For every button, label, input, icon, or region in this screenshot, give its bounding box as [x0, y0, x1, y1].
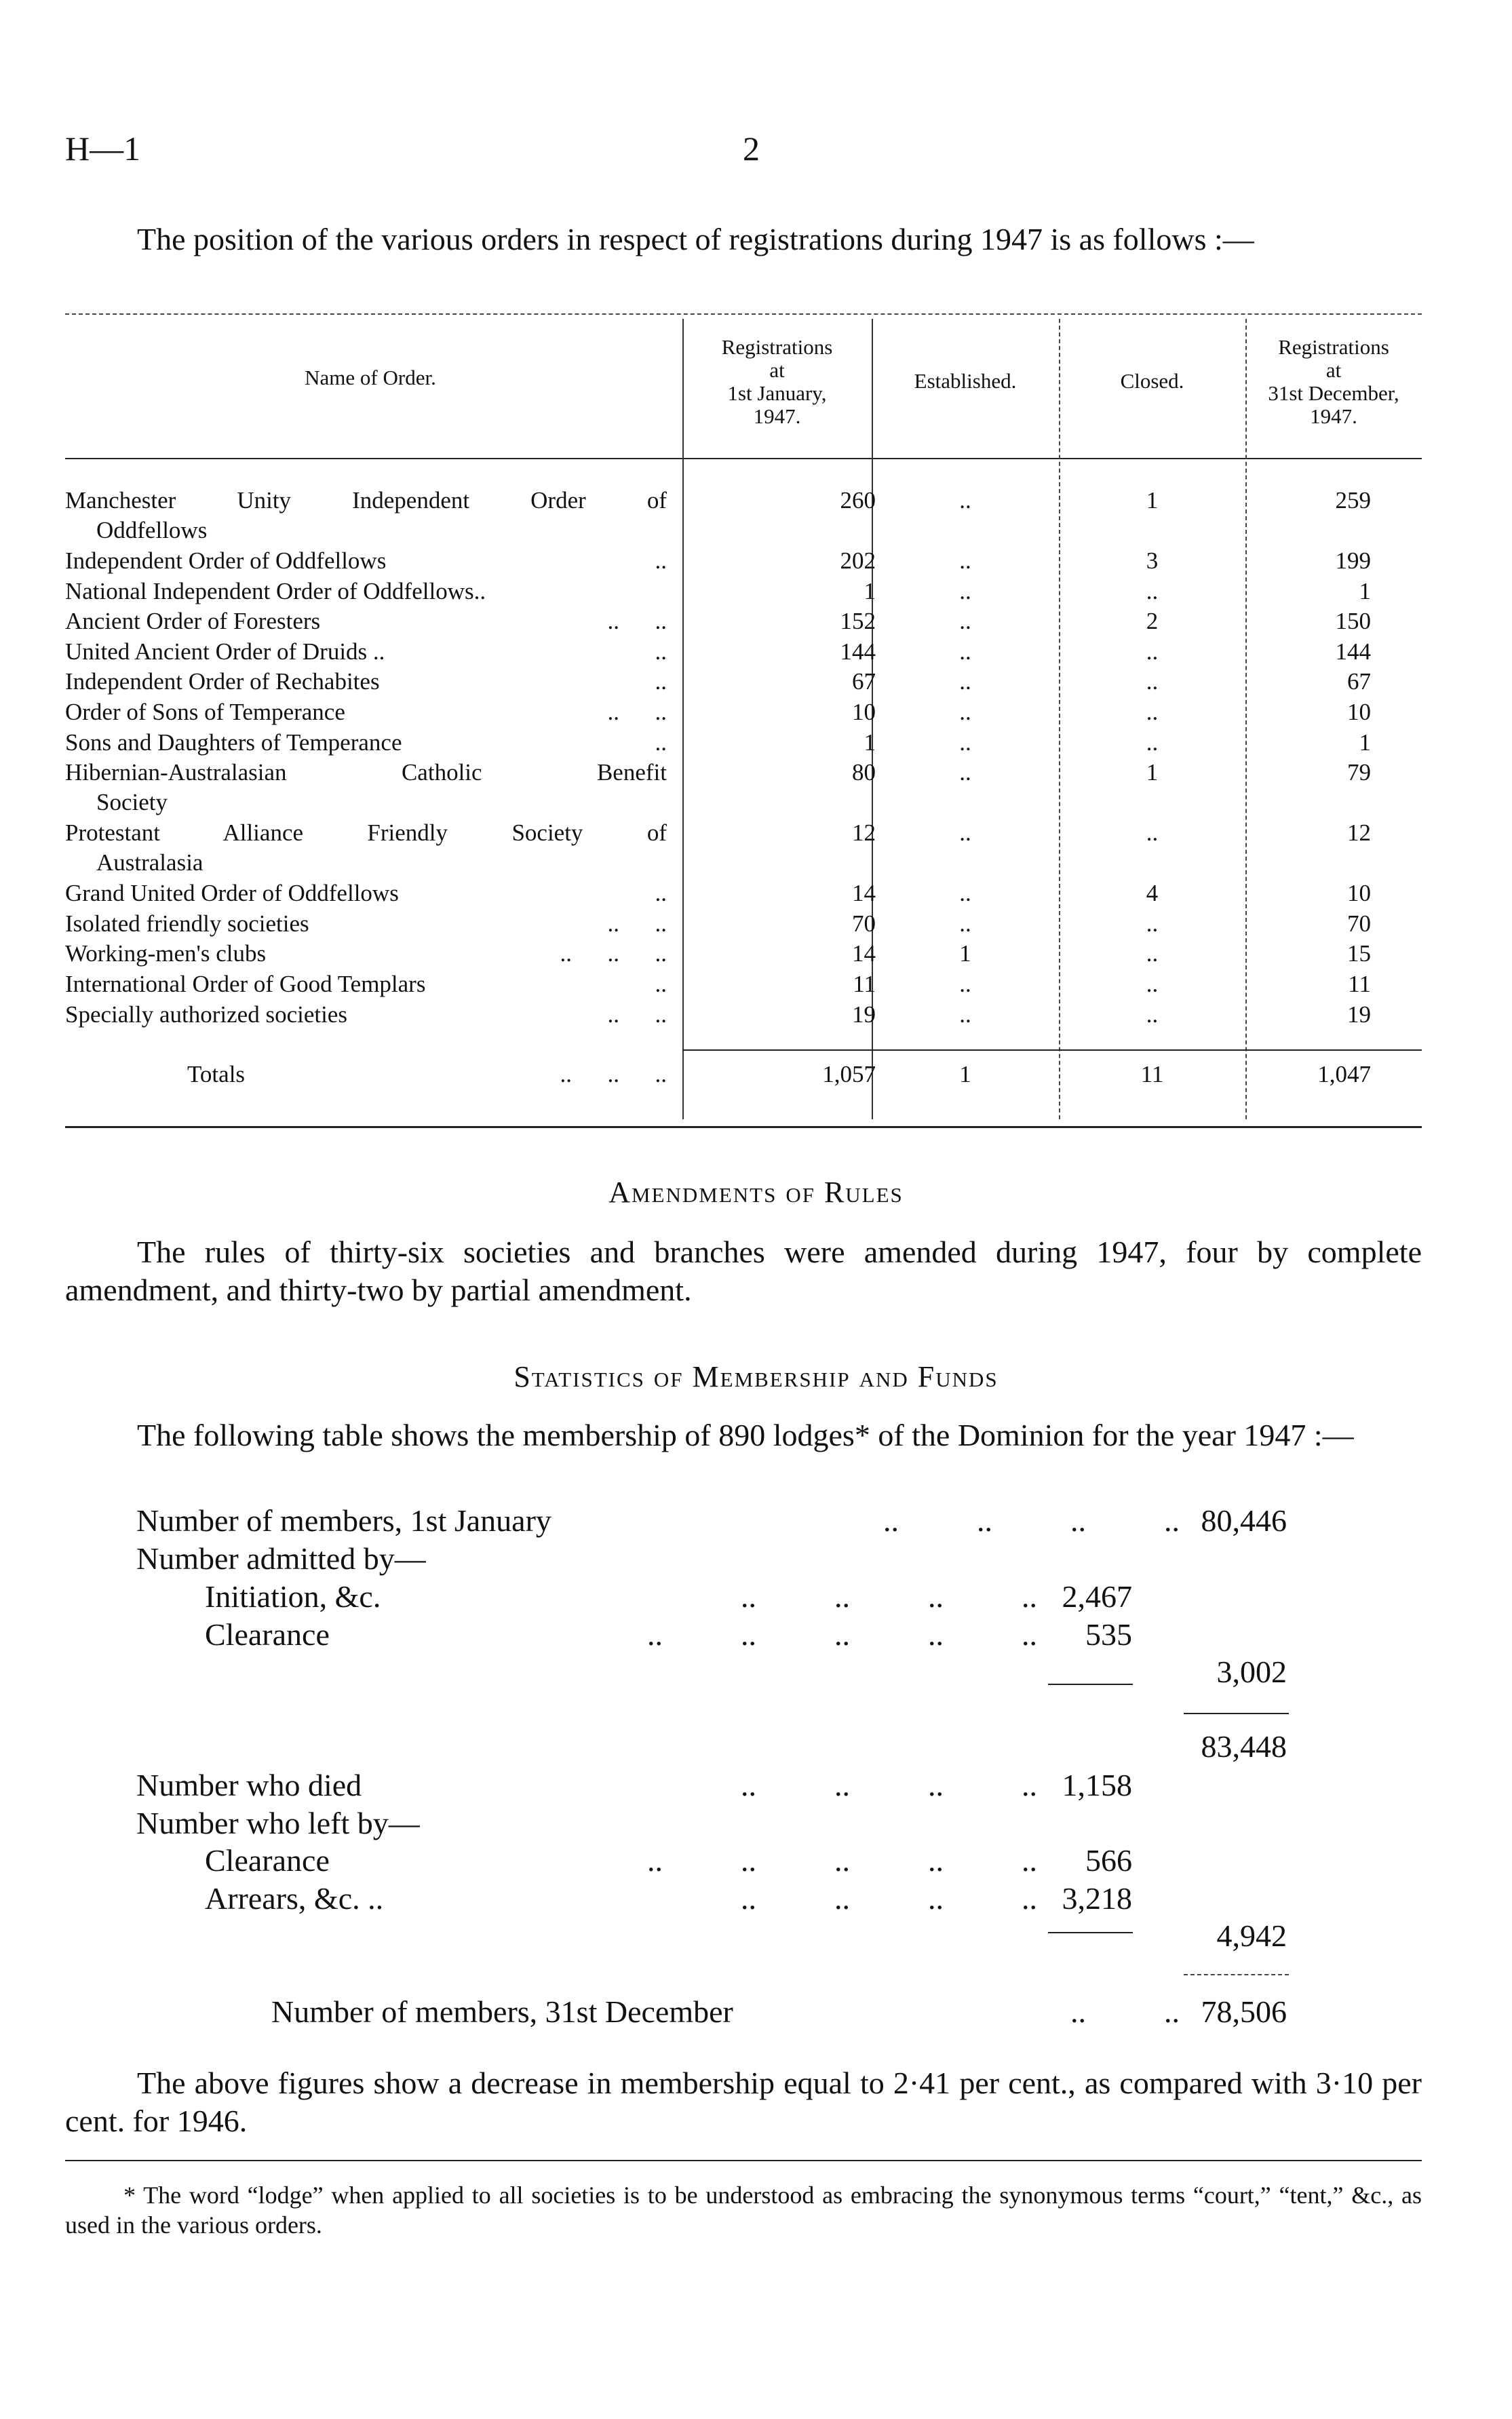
order-name: Grand United Order of Oddfellows — [65, 880, 399, 907]
leader-dots: .. .. — [607, 1001, 667, 1028]
col-header-line: 1st January, — [727, 381, 827, 405]
table-row — [65, 606, 1422, 636]
table-row — [65, 939, 1422, 969]
registrations-jan: 10 — [852, 699, 876, 725]
leader-dots: .. — [655, 638, 667, 665]
established: .. — [959, 608, 971, 635]
order-name: Order of Sons of Temperance — [65, 699, 345, 725]
registrations-dec: 79 — [1347, 759, 1371, 786]
order-name-cell — [65, 1000, 667, 1030]
table-row — [65, 878, 1422, 908]
leader-dots: .. — [655, 547, 667, 574]
amendments-heading: Amendments of Rules — [608, 1176, 904, 1209]
leader-dots: .. .. — [607, 608, 667, 635]
table-row — [65, 909, 1422, 939]
order-name: Working-men's clubs — [65, 940, 267, 967]
registrations-dec: 11 — [1348, 971, 1371, 997]
table-header-rule — [65, 458, 1422, 459]
page-number: 2 — [743, 130, 760, 168]
col-header-established: Established. — [914, 369, 1017, 393]
registrations-jan: 152 — [840, 608, 876, 635]
order-name-cell — [65, 486, 667, 545]
registrations-dec: 15 — [1347, 940, 1371, 967]
table-row — [65, 969, 1422, 999]
totals-rule — [682, 1049, 1422, 1051]
table-row — [65, 577, 1422, 606]
established: .. — [959, 487, 971, 514]
established: .. — [959, 729, 971, 756]
registrations-jan: 12 — [852, 819, 876, 847]
membership-item-value: 1,158 — [1062, 1768, 1132, 1802]
footnote: * The word “lodge” when applied to all societies is to be understood as embracing the synonymous terms “court,” “tent,” &c., as used in the various orders. — [65, 2182, 1422, 2239]
statistics-heading: Statistics of Membership and Funds — [513, 1360, 999, 1393]
order-name: United Ancient Order of Druids .. — [65, 638, 385, 665]
order-name-cell — [65, 878, 667, 908]
leader-dots: .. .. .. .. — [741, 1579, 1037, 1614]
closed: .. — [1146, 971, 1159, 997]
col-header-line: at — [1325, 358, 1342, 382]
closed: .. — [1146, 729, 1159, 756]
order-name-cell — [65, 818, 667, 878]
order-name: Independent Order of Oddfellows — [65, 547, 387, 574]
membership-total-value: 78,506 — [1201, 1994, 1287, 2029]
col-header-line: at — [769, 358, 785, 382]
table-row — [65, 758, 1422, 816]
leader-dots: .. .. .. .. — [741, 1768, 1037, 1802]
established: .. — [959, 819, 971, 847]
closed: 2 — [1146, 608, 1159, 635]
footnote-rule — [65, 2160, 1422, 2161]
membership-item-value: 535 — [1085, 1617, 1132, 1652]
established: .. — [959, 668, 971, 695]
closed: .. — [1146, 699, 1159, 725]
registrations-jan: 19 — [852, 1001, 876, 1028]
registrations-dec: 10 — [1347, 880, 1371, 907]
table-row — [65, 697, 1422, 727]
registrations-dec: 70 — [1347, 910, 1371, 937]
leader-dots: .. .. — [607, 910, 667, 937]
established: .. — [959, 971, 971, 997]
established: .. — [959, 910, 971, 937]
col-header-dec — [1245, 336, 1422, 428]
subtotal-rule — [1184, 1974, 1289, 1975]
leader-dots: .. — [655, 880, 667, 907]
table-top-rule — [65, 313, 1422, 315]
registrations-jan: 202 — [840, 547, 876, 574]
leader-dots: .. — [655, 668, 667, 695]
col-header-closed: Closed. — [1120, 369, 1184, 393]
leader-dots: .. .. .. .. .. — [647, 1843, 1037, 1878]
order-name-cell — [65, 758, 667, 817]
membership-label: Clearance — [205, 1617, 330, 1652]
closed: .. — [1146, 819, 1159, 847]
established: 1 — [959, 940, 971, 967]
col-header-name: Name of Order. — [305, 366, 436, 389]
order-name: Protestant Alliance Friendly Society of — [65, 819, 667, 847]
totals-established: 1 — [959, 1061, 971, 1087]
registrations-jan: 14 — [852, 880, 876, 907]
totals-dec: 1,047 — [1317, 1061, 1371, 1087]
conclusion-paragraph: The above figures show a decrease in membership equal to 2·41 per cent., as compared with 3·10 per cent. for 1946. — [65, 2066, 1422, 2138]
sum-rule — [1048, 1684, 1133, 1685]
subtotal-rule — [1184, 1713, 1289, 1714]
membership-total-value: 80,446 — [1201, 1503, 1287, 1538]
membership-label: Number who left by— — [136, 1806, 420, 1840]
order-name-continued: Oddfellows — [96, 517, 208, 543]
registrations-jan: 11 — [853, 971, 876, 997]
col-header-line: 1947. — [1310, 404, 1357, 428]
order-name: International Order of Good Templars — [65, 971, 426, 997]
col-header-line: Registrations — [721, 335, 833, 359]
closed: 3 — [1146, 547, 1159, 574]
col-header-jan — [682, 336, 872, 428]
registrations-dec: 199 — [1335, 547, 1371, 574]
closed: .. — [1146, 668, 1159, 695]
closed: .. — [1146, 638, 1159, 665]
registrations-dec: 144 — [1335, 638, 1371, 665]
membership-label: Clearance — [205, 1843, 330, 1878]
totals-closed: 11 — [1140, 1061, 1164, 1087]
registrations-jan: 1 — [864, 729, 876, 756]
order-name-cell — [65, 606, 667, 636]
table-bottom-rule — [65, 1126, 1422, 1128]
table-row — [65, 546, 1422, 576]
order-name: National Independent Order of Oddfellows.. — [65, 577, 486, 604]
membership-total-value: 83,448 — [1201, 1729, 1287, 1764]
membership-label: Arrears, &c. .. — [205, 1881, 384, 1916]
registrations-dec: 150 — [1335, 608, 1371, 635]
closed: .. — [1146, 1001, 1159, 1028]
membership-item-value: 2,467 — [1062, 1579, 1132, 1614]
membership-total-value: 3,002 — [1216, 1654, 1287, 1689]
order-name-cell — [65, 728, 667, 758]
registrations-jan: 67 — [852, 668, 876, 695]
registrations-jan: 14 — [852, 940, 876, 967]
statistics-intro: The following table shows the membership of 890 lodges* of the Dominion for the year 1947 :— — [137, 1418, 1354, 1452]
established: .. — [959, 880, 971, 907]
order-name-cell — [65, 577, 667, 606]
established: .. — [959, 638, 971, 665]
order-name: Ancient Order of Foresters — [65, 608, 321, 635]
table-row — [65, 637, 1422, 667]
order-name-cell — [65, 909, 667, 939]
registrations-dec: 259 — [1335, 487, 1371, 514]
registrations-jan: 70 — [852, 910, 876, 937]
established: .. — [959, 577, 971, 604]
closed: .. — [1146, 940, 1159, 967]
totals-row — [65, 1060, 1422, 1089]
table-row — [65, 667, 1422, 697]
leader-dots: .. .. .. — [560, 940, 667, 967]
leader-dots: .. .. — [607, 699, 667, 725]
membership-label: Initiation, &c. — [205, 1579, 381, 1614]
registrations-dec: 12 — [1347, 819, 1371, 847]
registrations-dec: 10 — [1347, 699, 1371, 725]
totals-label: Totals — [187, 1061, 246, 1087]
registrations-dec: 67 — [1347, 668, 1371, 695]
order-name-continued: Society — [96, 789, 168, 816]
closed: 1 — [1146, 487, 1159, 514]
order-name: Manchester Unity Independent Order of — [65, 487, 667, 514]
col-header-line: Registrations — [1278, 335, 1389, 359]
col-header-line: 1947. — [753, 404, 801, 428]
table-row — [65, 1000, 1422, 1030]
registrations-dec: 1 — [1359, 577, 1371, 604]
intro-paragraph: The position of the various orders in respect of registrations during 1947 is as follows :— — [137, 222, 1254, 256]
closed: .. — [1146, 910, 1159, 937]
sum-rule — [1048, 1932, 1133, 1933]
membership-total-value: 4,942 — [1216, 1918, 1287, 1953]
membership-label: Number of members, 1st January — [136, 1503, 551, 1538]
order-name-cell — [65, 546, 667, 576]
registrations-jan: 1 — [864, 577, 876, 604]
membership-item-value: 566 — [1085, 1843, 1132, 1878]
leader-dots: .. .. .. — [560, 1061, 667, 1087]
col-header-line: 31st December, — [1268, 381, 1399, 405]
registrations-jan: 260 — [840, 487, 876, 514]
membership-label: Number admitted by— — [136, 1541, 426, 1576]
order-name-continued: Australasia — [96, 849, 203, 876]
table-row — [65, 818, 1422, 876]
leader-dots: .. — [655, 971, 667, 997]
table-row — [65, 728, 1422, 758]
order-name-cell — [65, 969, 667, 999]
established: .. — [959, 699, 971, 725]
closed: 1 — [1146, 759, 1159, 786]
order-name-cell — [65, 637, 667, 667]
closed: 4 — [1146, 880, 1159, 907]
order-name: Isolated friendly societies — [65, 910, 309, 937]
order-name-cell — [65, 667, 667, 697]
established: .. — [959, 759, 971, 786]
amendments-paragraph: The rules of thirty-six societies and branches were amended during 1947, four by complete amendment, and thirty-two by partial amendment. — [65, 1235, 1422, 1307]
order-name: Sons and Daughters of Temperance — [65, 729, 402, 756]
table-row — [65, 486, 1422, 543]
leader-dots: .. .. .. .. .. — [647, 1617, 1037, 1652]
closed: .. — [1146, 577, 1159, 604]
document-code: H—1 — [65, 130, 141, 168]
leader-dots: .. .. .. .. — [883, 1503, 1180, 1538]
registrations-dec: 1 — [1359, 729, 1371, 756]
order-name: Independent Order of Rechabites — [65, 668, 380, 695]
membership-label: Number who died — [136, 1768, 362, 1802]
leader-dots: .. — [655, 729, 667, 756]
registrations-jan: 144 — [840, 638, 876, 665]
registrations-jan: 80 — [852, 759, 876, 786]
registrations-dec: 19 — [1347, 1001, 1371, 1028]
established: .. — [959, 1001, 971, 1028]
order-name: Specially authorized societies — [65, 1001, 347, 1028]
order-name-cell — [65, 697, 667, 727]
order-name-cell — [65, 939, 667, 969]
established: .. — [959, 547, 971, 574]
order-name: Hibernian-Australasian Catholic Benefit — [65, 759, 667, 786]
leader-dots: .. .. — [1070, 1994, 1180, 2029]
membership-label: Number of members, 31st December — [271, 1994, 733, 2029]
membership-item-value: 3,218 — [1062, 1881, 1132, 1916]
leader-dots: .. .. .. .. — [741, 1881, 1037, 1916]
totals-jan: 1,057 — [822, 1061, 876, 1087]
